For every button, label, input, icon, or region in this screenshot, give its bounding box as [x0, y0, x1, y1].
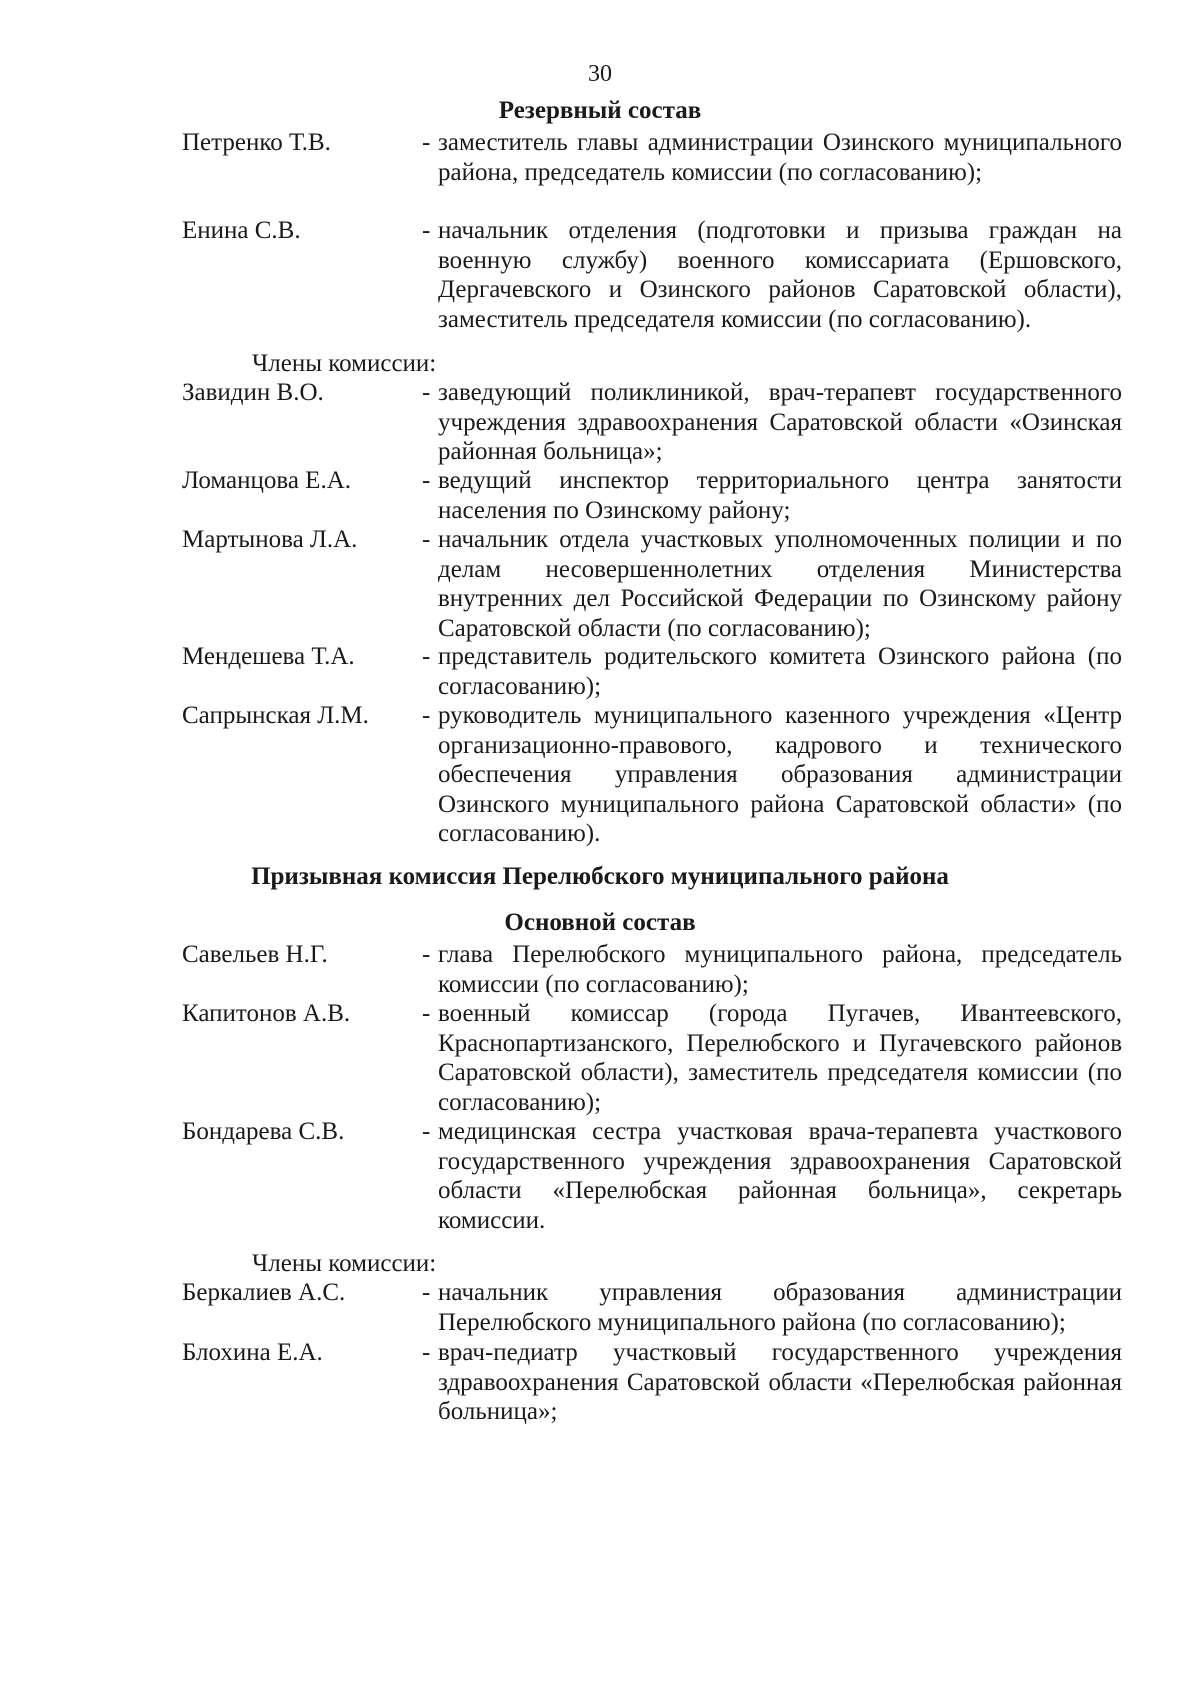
page-number: 30 — [588, 61, 612, 87]
member-name: Енина С.В. — [182, 217, 301, 244]
member-role: заместитель главы администрации Озинского муниципального района, председатель комиссии (по согласованию); — [438, 129, 1122, 186]
main-heading: Основной состав — [504, 909, 696, 936]
reserve-heading: Резервный состав — [498, 97, 702, 124]
member-role: начальник отделения (подготовки и призыва граждан на военную службу) военного комиссариата (Ершовского, Дергачевского и Озинского районов Саратовской области), заместитель председателя комиссии (по согласованию). — [438, 217, 1122, 333]
member-role: глава Перелюбского муниципального района, председатель комиссии (по согласованию); — [438, 941, 1122, 998]
member-name: Сапрынская Л.М. — [182, 702, 369, 729]
member-role: военный комиссар (города Пугачев, Ивантеевского, Краснопартизанского, Перелюбского и Пугачевского районов Саратовской области), заместитель председателя комиссии (по согласованию); — [438, 1000, 1122, 1116]
member-name: Ломанцова Е.А. — [182, 467, 352, 494]
member-name: Бондарева С.В. — [182, 1118, 345, 1145]
member-name: Савельев Н.Г. — [182, 941, 328, 968]
member-role: начальник отдела участковых уполномоченных полиции и по делам несовершеннолетних отделения Министерства внутренних дел Российской Федерации по Озинскому району Саратовской области (по согласованию); — [438, 526, 1122, 642]
member-role: начальник управления образования администрации Перелюбского муниципального района (по согласованию); — [438, 1279, 1122, 1336]
member-role: заведующий поликлиникой, врач-терапевт государственного учреждения здравоохранения Саратовской области «Озинская районная больница»; — [438, 379, 1122, 465]
member-role: руководитель муниципального казенного учреждения «Центр организационно-правового, кадрового и технического обеспечения управления образования администрации Озинского муниципального района Саратовской области» (по согласованию). — [438, 702, 1122, 847]
commission-title: Призывная комиссия Перелюбского муниципального района — [251, 863, 949, 890]
member-role: представитель родительского комитета Озинского района (по согласованию); — [438, 643, 1122, 700]
member-role: медицинская сестра участковая врача-терапевта участкового государственного учреждения здравоохранения Саратовской области «Перелюбская районная больница», секретарь комиссии. — [438, 1118, 1122, 1234]
member-role: ведущий инспектор территориального центра занятости населения по Озинскому району; — [438, 467, 1122, 524]
member-name: Мартынова Л.А. — [182, 526, 358, 553]
member-name: Мендешева Т.А. — [182, 643, 355, 670]
member-name: Блохина Е.А. — [182, 1339, 323, 1366]
members-label: Члены комиссии: — [252, 1250, 437, 1277]
member-name: Беркалиев А.С. — [182, 1279, 346, 1306]
document-page: 30 Резервный состав Петренко Т.В. - заместитель главы администрации Озинского муниципального района, председатель комиссии (по согласованию); Енина С.В. - начальник отделения (подготовки и призыва граждан на военную службу) военного комиссариата (Ершовского, Дергачевского и Озинского районов Саратовской области), заместитель председателя комиссии (по согласованию). Члены комиссии: Завидин В.О. - заведующий поликлиникой, врач-терапевт государственного учреждения здравоохранения Саратовской области «Озинская районная больница»; Ломанцова Е.А. - ведущий инспектор территориального центра занятости населения по Озинскому району; Мартынова Л.А. - начальник отдела участковых уполномоченных полиции и по делам несовершеннолетних отделения Министерства внутренних дел Российской Федерации по Озинскому району Саратовской области (по согласованию); Мендешева Т.А. - представитель родительского комитета Озинского района (по согласованию); Сапрынская Л.М. - руководитель муниципального казенного учреждения «Центр организационно-правового, кадрового и технического обеспечения управления образования администрации Озинского муниципального района Саратовской области» (по согласованию). Призывная комиссия Перелюбского муниципального района Основной состав Савельев Н.Г. - глава Перелюбского муниципального района, председатель комиссии (по согласованию); Капитонов А.В. - военный комиссар (города Пугачев, Ивантеевского, Краснопартизанского, Перелюбского и Пугачевского районов Саратовской области), заместитель председателя комиссии (по согласованию); Бондарева С.В. - медицинская сестра участковая врача-терапевта участкового государственного учреждения здравоохранения Саратовской области «Перелюбская районная больница», секретарь комиссии. Члены комиссии: Беркалиев А.С. - начальник управления образования администрации Перелюбского муниципального района (по согласованию); Блохина Е.А. - врач-педиатр участковый государственного учреждения здравоохранения Саратовской области «Перелюбская районная больница»; — [0, 0, 1200, 1697]
member-name: Петренко Т.В. — [182, 129, 331, 156]
members-label: Члены комиссии: — [252, 350, 437, 377]
member-name: Завидин В.О. — [182, 379, 324, 406]
member-role: врач-педиатр участковый государственного учреждения здравоохранения Саратовской области «Перелюбская районная больница»; — [438, 1339, 1122, 1425]
member-name: Капитонов А.В. — [182, 1000, 351, 1027]
